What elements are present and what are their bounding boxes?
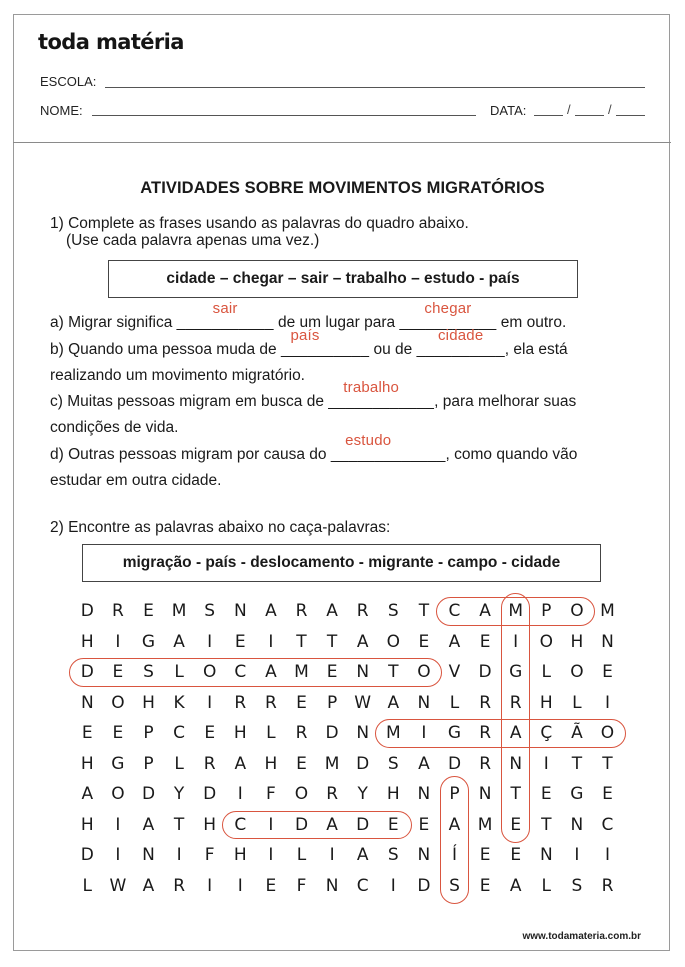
grid-cell[interactable]: R (326, 784, 338, 804)
grid-cell[interactable]: I (543, 753, 549, 774)
grid-cell[interactable]: T (326, 631, 338, 652)
grid-cell[interactable]: N (142, 845, 155, 865)
grid-cell[interactable]: N (417, 784, 431, 804)
grid-cell[interactable]: N (539, 845, 553, 865)
item-c-text: c) Muitas pessoas migram em busca de (50, 393, 329, 410)
grid-cell[interactable]: R (203, 753, 216, 774)
blank-line: __________ (416, 341, 505, 358)
blank-line: _____________ (330, 446, 446, 463)
grid-cell[interactable]: O (539, 631, 553, 652)
grid-cell[interactable]: I (115, 845, 121, 865)
blank-b1[interactable] (280, 327, 370, 359)
grid-cell[interactable]: Ç (540, 723, 553, 743)
grid-cell[interactable]: R (479, 692, 491, 713)
grid-cell[interactable]: E (112, 723, 124, 743)
grid-cell[interactable]: H (386, 784, 400, 804)
grid-cell[interactable]: E (296, 753, 307, 774)
grid-cell[interactable]: E (418, 814, 430, 835)
grid-cell[interactable]: M (324, 753, 340, 774)
grid-cell[interactable]: D (80, 601, 94, 621)
grid-cell[interactable]: O (294, 784, 309, 804)
grid-cell[interactable]: N (601, 631, 614, 652)
grid-cell[interactable]: H (80, 753, 94, 774)
answer-d1: estudo (345, 432, 392, 449)
grid-cell[interactable]: E (265, 875, 277, 896)
grid-cell[interactable]: W (109, 875, 127, 896)
blank-c1[interactable] (328, 379, 435, 411)
grid-cell[interactable]: P (326, 692, 338, 713)
grid-cell[interactable]: E (387, 814, 399, 835)
grid-cell[interactable]: N (233, 601, 247, 621)
grid-cell[interactable]: D (80, 845, 94, 865)
grid-cell[interactable]: A (479, 601, 491, 621)
grid-cell[interactable]: E (143, 601, 154, 621)
grid-cell[interactable]: D (80, 662, 94, 682)
grid-cell[interactable]: E (234, 631, 246, 652)
grid-cell[interactable]: R (264, 692, 277, 713)
grid-cell[interactable]: H (80, 814, 94, 835)
grid-cell[interactable]: E (112, 662, 124, 682)
grid-cell[interactable]: I (268, 845, 274, 865)
grid-cell[interactable]: N (509, 753, 523, 774)
grid-cell[interactable]: F (296, 875, 307, 896)
grid-cell[interactable]: T (173, 814, 185, 835)
grid-cell[interactable]: C (448, 601, 461, 621)
grid-cell[interactable]: N (80, 692, 94, 713)
found-word-highlight (440, 776, 469, 904)
date-month-field[interactable] (575, 115, 604, 116)
grid-cell[interactable]: A (81, 784, 94, 804)
escola-label: ESCOLA: (40, 74, 97, 89)
grid-cell[interactable]: F (266, 784, 276, 804)
item-b-line2: realizando um movimento migratório. (50, 367, 305, 384)
grid-cell[interactable]: R (234, 692, 247, 713)
grid-cell[interactable]: O (111, 692, 125, 713)
grid-cell[interactable]: R (111, 601, 124, 621)
grid-cell[interactable]: M (294, 662, 309, 682)
grid-cell[interactable]: L (266, 723, 276, 743)
grid-cell[interactable]: D (478, 662, 492, 682)
page-title: ATIVIDADES SOBRE MOVIMENTOS MIGRATÓRIOS (140, 179, 545, 197)
date-separator: / (567, 102, 571, 117)
blank-line: ___________ (176, 314, 274, 331)
grid-cell[interactable]: D (203, 784, 217, 804)
grid-cell[interactable]: A (448, 814, 461, 835)
answer-c1: trabalho (343, 379, 400, 396)
grid-cell[interactable]: A (356, 631, 369, 652)
item-a-text: de um lugar para (273, 314, 400, 331)
grid-cell[interactable]: N (417, 845, 431, 865)
grid-cell[interactable]: C (601, 814, 614, 835)
date-day-field[interactable] (534, 115, 563, 116)
grid-cell[interactable]: T (418, 601, 430, 621)
grid-cell[interactable]: G (570, 784, 584, 804)
grid-cell[interactable]: E (479, 631, 491, 652)
blank-d1[interactable] (330, 432, 446, 464)
grid-cell[interactable]: S (387, 601, 399, 621)
grid-cell[interactable]: S (143, 662, 154, 682)
grid-cell[interactable]: P (449, 784, 460, 804)
grid-cell[interactable]: N (356, 723, 370, 743)
grid-cell[interactable]: G (447, 723, 462, 743)
grid-cell[interactable]: E (81, 723, 93, 743)
grid-cell[interactable]: I (329, 845, 335, 865)
grid-cell[interactable]: R (479, 723, 491, 743)
grid-cell[interactable]: M (171, 601, 187, 621)
grid-cell[interactable]: R (479, 753, 491, 774)
grid-cell[interactable]: P (541, 601, 552, 621)
grid-cell[interactable]: I (574, 845, 580, 865)
grid-cell[interactable]: T (541, 814, 552, 835)
grid-cell[interactable]: O (570, 662, 584, 682)
grid-cell[interactable]: C (173, 723, 186, 743)
item-a-text: a) Migrar significa (50, 314, 177, 331)
word-bank-1-text: cidade – chegar – sair – trabalho – estudo - país (166, 270, 520, 287)
grid-cell[interactable]: H (203, 814, 217, 835)
grid-cell[interactable]: M (600, 601, 615, 621)
grid-cell[interactable]: D (325, 723, 339, 743)
grid-cell[interactable]: M (508, 601, 524, 621)
grid-cell[interactable]: O (600, 723, 615, 743)
grid-cell[interactable]: I (604, 692, 610, 713)
grid-cell[interactable]: R (356, 601, 369, 621)
item-c-line2: condições de vida. (50, 419, 179, 436)
grid-cell[interactable]: A (448, 631, 461, 652)
answer-a1: sair (212, 300, 238, 317)
grid-cell[interactable]: M (385, 723, 401, 743)
grid-cell[interactable]: L (449, 692, 460, 713)
grid-cell[interactable]: G (509, 662, 523, 682)
item-b-text: , ela está (504, 341, 568, 358)
grid-cell[interactable]: N (570, 814, 584, 835)
grid-cell[interactable]: W (354, 692, 372, 713)
item-d-line2: estudar em outra cidade. (50, 472, 222, 489)
grid-cell[interactable]: A (509, 723, 522, 743)
grid-cell[interactable]: R (173, 875, 185, 896)
header-divider (13, 142, 671, 143)
grid-cell[interactable]: I (207, 692, 213, 713)
nome-field[interactable] (92, 115, 476, 116)
grid-cell[interactable]: Y (357, 784, 368, 804)
logo: toda matéria (38, 30, 184, 54)
grid-cell[interactable]: L (296, 845, 307, 865)
grid-cell[interactable]: N (417, 692, 431, 713)
grid-cell[interactable]: L (174, 753, 184, 774)
date-year-field[interactable] (616, 115, 645, 116)
grid-cell[interactable]: H (264, 753, 278, 774)
grid-cell[interactable]: D (447, 753, 462, 774)
grid-cell[interactable]: T (571, 753, 583, 774)
grid-cell[interactable]: L (82, 875, 93, 896)
item-c (50, 379, 577, 411)
grid-cell[interactable]: N (478, 784, 492, 804)
grid-cell[interactable]: E (540, 784, 552, 804)
grid-cell[interactable]: O (570, 601, 584, 621)
grid-cell[interactable]: V (448, 662, 461, 682)
grid-cell[interactable]: O (111, 784, 125, 804)
grid-cell[interactable]: D (417, 875, 431, 896)
grid-cell[interactable]: K (173, 692, 185, 713)
grid-cell[interactable]: E (296, 692, 307, 713)
blank-line: __________ (280, 341, 370, 358)
grid-cell[interactable]: A (356, 845, 369, 865)
item-b-text: ou de (369, 341, 417, 358)
grid-cell[interactable]: I (207, 875, 213, 896)
item-d-text: , como quando vão (445, 446, 578, 463)
grid-cell[interactable]: F (204, 845, 215, 865)
grid-cell[interactable]: T (296, 631, 307, 652)
nome-label: NOME: (40, 103, 83, 118)
grid-cell[interactable]: I (421, 723, 427, 743)
grid-cell[interactable]: E (479, 845, 491, 865)
grid-cell[interactable]: G (111, 753, 125, 774)
grid-cell[interactable]: L (541, 662, 552, 682)
question2-prompt: 2) Encontre as palavras abaixo no caça-palavras: (50, 519, 391, 536)
date-separator: / (608, 102, 612, 117)
escola-field[interactable] (105, 87, 645, 88)
grid-cell[interactable]: E (479, 875, 491, 896)
grid-cell[interactable]: E (204, 723, 216, 743)
grid-cell[interactable]: H (233, 723, 247, 743)
grid-cell[interactable]: Y (173, 784, 185, 804)
grid-cell[interactable]: E (418, 631, 430, 652)
grid-cell[interactable]: H (233, 845, 247, 865)
grid-cell[interactable]: A (234, 753, 247, 774)
grid-cell[interactable]: D (356, 753, 370, 774)
grid-cell[interactable]: I (237, 784, 243, 804)
question1-prompt: 1) Complete as frases usando as palavras do quadro abaixo. (50, 215, 469, 232)
grid-cell[interactable]: S (387, 845, 399, 865)
grid-cell[interactable]: D (141, 784, 156, 804)
grid-cell[interactable]: H (539, 692, 553, 713)
grid-cell[interactable]: R (601, 875, 614, 896)
grid-cell[interactable]: P (143, 753, 154, 774)
word-bank-2-text: migração - país - deslocamento - migrante - campo - cidade (122, 554, 561, 571)
grid-cell[interactable]: O (417, 662, 431, 682)
grid-cell[interactable]: E (602, 784, 613, 804)
item-d (50, 432, 578, 464)
grid-cell[interactable]: L (174, 662, 184, 682)
question1-note: (Use cada palavra apenas uma vez.) (66, 232, 320, 249)
grid-cell[interactable]: E (510, 814, 522, 835)
grid-cell[interactable]: C (234, 814, 247, 835)
blank-line: ____________ (328, 393, 435, 410)
grid-cell[interactable]: I (513, 631, 519, 652)
grid-cell[interactable]: A (265, 601, 277, 621)
grid-cell[interactable]: N (356, 662, 370, 682)
found-word-highlight (69, 658, 442, 687)
grid-cell[interactable]: A (142, 875, 155, 896)
grid-cell[interactable]: G (141, 631, 156, 652)
grid-cell[interactable]: S (571, 875, 583, 896)
grid-cell[interactable]: A (387, 692, 400, 713)
item-b (50, 327, 568, 359)
grid-cell[interactable]: R (295, 723, 308, 743)
grid-cell[interactable]: S (204, 601, 216, 621)
grid-cell[interactable]: D (294, 814, 309, 835)
grid-cell[interactable]: O (386, 631, 400, 652)
blank-line: ___________ (399, 314, 497, 331)
answer-a2: chegar (424, 300, 472, 317)
blank-b2[interactable] (416, 327, 505, 359)
grid-cell[interactable]: T (388, 662, 399, 682)
grid-cell[interactable]: A (142, 814, 155, 835)
grid-cell[interactable]: I (268, 814, 274, 835)
grid-cell[interactable]: Ã (571, 723, 583, 743)
grid-cell[interactable]: I (207, 631, 213, 652)
grid-cell[interactable]: A (418, 753, 430, 774)
grid-cell[interactable]: C (356, 875, 369, 896)
found-word-highlight (501, 593, 530, 843)
grid-cell[interactable]: H (80, 631, 94, 652)
grid-cell[interactable]: H (142, 692, 155, 713)
grid-cell[interactable]: P (143, 723, 154, 743)
blank-a1[interactable] (176, 300, 274, 332)
found-word-highlight (375, 719, 626, 748)
grid-cell[interactable]: N (325, 875, 339, 896)
grid-cell[interactable]: E (602, 662, 613, 682)
grid-cell[interactable]: R (509, 692, 522, 713)
item-a-text: em outro. (496, 314, 567, 331)
grid-cell[interactable]: I (268, 631, 274, 652)
grid-cell[interactable]: E (510, 845, 522, 865)
item-b-text: b) Quando uma pessoa muda de (50, 341, 281, 358)
grid-cell[interactable]: R (295, 601, 308, 621)
grid-cell[interactable]: I (237, 875, 243, 896)
grid-cell[interactable]: A (173, 631, 185, 652)
grid-cell[interactable]: Í (451, 845, 457, 865)
item-c-text: , para melhorar suas (434, 393, 577, 410)
grid-cell[interactable]: C (234, 662, 247, 682)
grid-cell[interactable]: I (604, 845, 610, 865)
grid-cell[interactable]: H (570, 631, 584, 652)
grid-cell[interactable]: A (509, 875, 522, 896)
answer-b1: país (290, 327, 320, 344)
grid-cell[interactable]: I (115, 814, 121, 835)
found-word-highlight (222, 811, 412, 840)
grid-cell[interactable]: I (390, 875, 396, 896)
grid-cell[interactable]: E (326, 662, 338, 682)
word-bank-2 (82, 544, 601, 582)
grid-cell[interactable]: T (510, 784, 521, 804)
grid-cell[interactable]: S (387, 753, 399, 774)
item-d-text: d) Outras pessoas migram por causa do (50, 446, 331, 463)
grid-cell[interactable]: A (326, 814, 338, 835)
grid-cell[interactable]: L (572, 692, 582, 713)
grid-cell[interactable]: T (602, 753, 613, 774)
grid-cell[interactable]: I (176, 845, 182, 865)
footer-url: www.todamateria.com.br (522, 931, 641, 942)
grid-cell[interactable]: O (202, 662, 217, 682)
grid-cell[interactable]: A (326, 601, 338, 621)
word-bank-1 (108, 260, 578, 298)
data-label: DATA: (490, 103, 527, 118)
grid-cell[interactable]: S (449, 875, 460, 896)
grid-cell[interactable]: L (541, 875, 552, 896)
grid-cell[interactable]: A (265, 662, 277, 682)
answer-b2: cidade (437, 327, 484, 344)
grid-cell[interactable]: M (477, 814, 493, 835)
grid-cell[interactable]: D (356, 814, 370, 835)
grid-cell[interactable]: I (115, 631, 121, 652)
